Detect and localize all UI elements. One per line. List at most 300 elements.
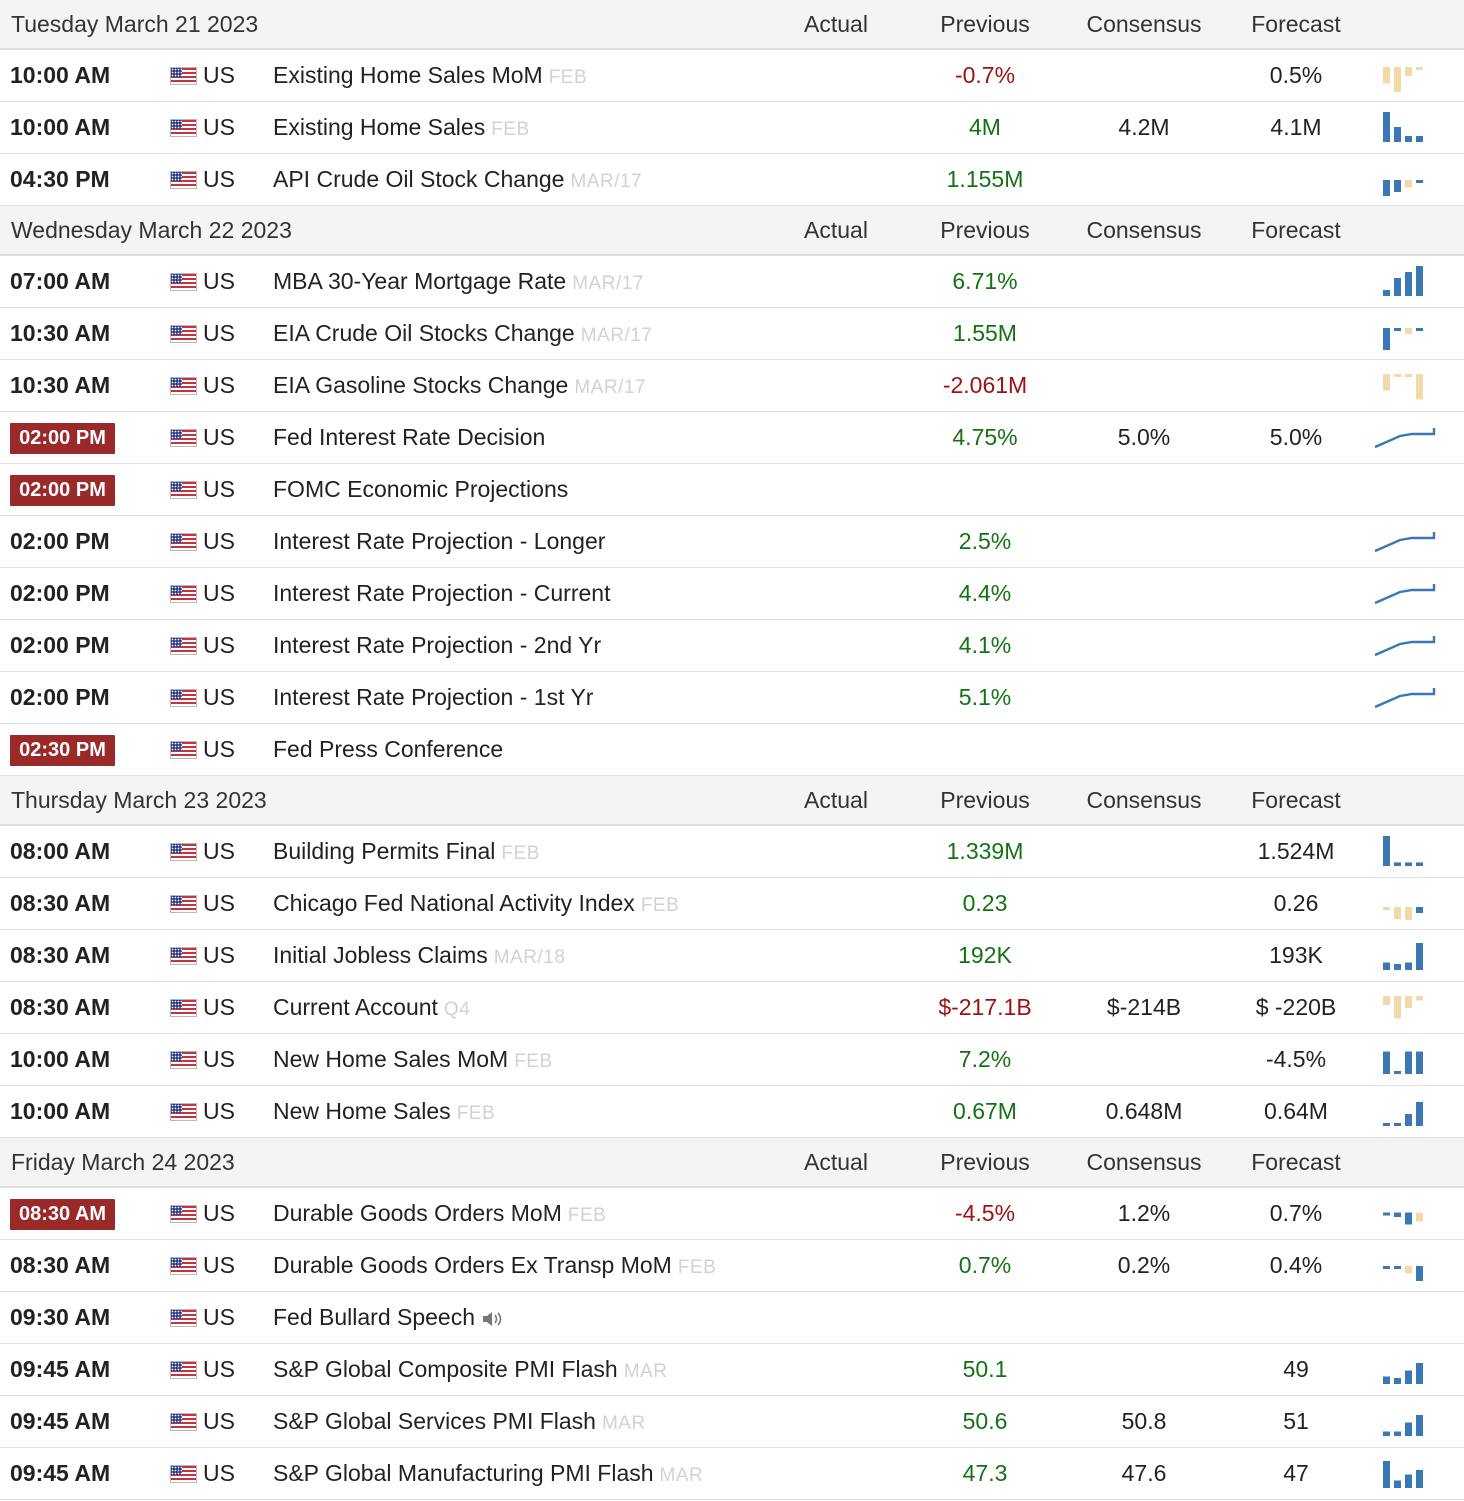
event-name-cell[interactable] [273, 1034, 553, 1087]
previous-value: 4.1% [958, 632, 1012, 658]
sparkline-bar [1383, 1432, 1390, 1437]
event-reference-period: FEB [514, 1051, 553, 1072]
us-flag-icon [170, 637, 197, 655]
us-flag-icon [170, 273, 197, 291]
column-header-consensus[interactable]: Consensus [1086, 217, 1202, 243]
event-row[interactable] [0, 1086, 1464, 1138]
sparkline-bar [1405, 907, 1412, 920]
event-row[interactable] [0, 724, 1464, 776]
forecast-value: 5.0% [1269, 424, 1323, 450]
event-name-link[interactable]: Existing Home Sales MoM [273, 62, 543, 88]
us-flag-icon [170, 1413, 197, 1431]
previous-value: 50.1 [962, 1356, 1008, 1382]
event-reference-period: Q4 [443, 999, 471, 1020]
us-flag-icon [170, 999, 197, 1017]
sparkline-bar [1394, 1071, 1401, 1074]
sparkline-chart[interactable] [1372, 576, 1438, 610]
event-row[interactable] [0, 982, 1464, 1034]
sparkline-bar [1405, 1475, 1412, 1489]
event-country: US [203, 838, 235, 864]
sparkline-bar [1405, 272, 1412, 296]
us-flag-icon [170, 377, 197, 395]
forecast-value: 47 [1283, 1460, 1309, 1486]
forecast-value: 0.26 [1273, 890, 1319, 916]
event-country: US [203, 528, 235, 554]
event-reference-period: FEB [677, 1257, 717, 1278]
event-row[interactable] [0, 930, 1464, 982]
event-reference-period: FEB [456, 1103, 496, 1124]
event-name-link[interactable]: Durable Goods Orders Ex Transp MoM [273, 1252, 672, 1278]
event-row[interactable] [0, 102, 1464, 154]
event-name-link[interactable]: Chicago Fed National Activity Index [273, 890, 635, 916]
event-row[interactable] [0, 1034, 1464, 1086]
previous-value: 5.1% [958, 684, 1012, 710]
previous-value: 0.23 [962, 890, 1008, 916]
column-header-actual[interactable]: Actual [804, 11, 868, 37]
sparkline-bar [1405, 996, 1412, 1008]
sparkline-chart[interactable] [1372, 1042, 1438, 1076]
event-country: US [203, 1046, 235, 1072]
sparkline-bar [1383, 1213, 1390, 1216]
sparkline-chart[interactable] [1372, 58, 1438, 92]
event-country: US [203, 476, 235, 502]
event-time: 09:45 AM [10, 1356, 111, 1382]
sparkline-chart[interactable] [1372, 628, 1438, 662]
column-header-previous[interactable]: Previous [940, 787, 1030, 813]
column-header-actual[interactable]: Actual [804, 787, 868, 813]
sparkline-bar [1383, 180, 1390, 196]
us-flag-icon [170, 1205, 197, 1223]
column-header-forecast[interactable]: Forecast [1251, 11, 1341, 37]
sparkline-chart[interactable] [1372, 420, 1438, 454]
sparkline-bar [1416, 180, 1423, 183]
consensus-value: 47.6 [1121, 1460, 1167, 1486]
event-name-cell[interactable] [273, 878, 679, 931]
day-header [0, 1138, 1464, 1188]
event-country: US [203, 942, 235, 968]
column-header-previous[interactable]: Previous [940, 1149, 1030, 1175]
event-name-cell[interactable] [273, 1188, 606, 1241]
event-name-cell[interactable] [273, 1448, 703, 1501]
sparkline-chart[interactable] [1372, 524, 1438, 558]
event-country: US [203, 320, 235, 346]
us-flag-icon [170, 325, 197, 343]
column-header-consensus[interactable]: Consensus [1086, 1149, 1202, 1175]
day-header [0, 0, 1464, 50]
us-flag-icon [170, 741, 197, 759]
us-flag-icon [170, 895, 197, 913]
previous-value: 1.155M [946, 166, 1024, 192]
sparkline-bar [1405, 67, 1412, 76]
sparkline-bar [1405, 374, 1412, 377]
us-flag-icon [170, 843, 197, 861]
consensus-value: 0.2% [1117, 1252, 1171, 1278]
event-name-cell[interactable] [273, 464, 568, 515]
event-country: US [203, 166, 235, 192]
sparkline-bar [1416, 328, 1423, 331]
column-header-forecast[interactable]: Forecast [1251, 787, 1341, 813]
sparkline-bar [1416, 1363, 1423, 1384]
column-header-actual[interactable]: Actual [804, 1149, 868, 1175]
us-flag-icon [170, 119, 197, 137]
sparkline-bar [1394, 1213, 1401, 1218]
event-name-link[interactable]: Current Account [273, 994, 438, 1020]
event-name-cell[interactable] [273, 724, 503, 775]
event-reference-period: MAR [659, 1465, 704, 1486]
event-name-link[interactable]: New Home Sales MoM [273, 1046, 509, 1072]
event-country: US [203, 268, 235, 294]
sparkline-bar [1405, 136, 1412, 142]
sparkline-bar [1383, 67, 1390, 84]
sparkline-bar [1416, 266, 1423, 296]
previous-value: 4.4% [958, 580, 1012, 606]
event-name-cell[interactable] [273, 930, 565, 983]
event-country: US [203, 684, 235, 710]
sparkline-bar [1405, 963, 1412, 971]
us-flag-icon [170, 1257, 197, 1275]
sparkline-trend [1375, 688, 1434, 707]
event-row[interactable] [0, 1240, 1464, 1292]
event-name-link[interactable]: API Crude Oil Stock Change [273, 166, 565, 192]
sparkline-bar [1394, 127, 1401, 142]
event-row[interactable] [0, 1396, 1464, 1448]
forecast-value: 0.7% [1269, 1200, 1323, 1226]
previous-value: 4M [969, 114, 1001, 140]
forecast-value: 0.4% [1269, 1252, 1323, 1278]
sparkline-bar [1416, 1415, 1423, 1436]
sparkline-bar [1383, 836, 1390, 866]
event-name-cell[interactable] [273, 1086, 495, 1139]
event-time: 08:30 AM [10, 1252, 111, 1278]
event-name-cell[interactable] [273, 308, 652, 361]
event-time: 09:45 AM [10, 1460, 111, 1486]
event-country: US [203, 424, 235, 450]
sparkline-chart[interactable] [1372, 886, 1438, 920]
sparkline-bar [1416, 1102, 1423, 1126]
day-date: Friday March 24 2023 [11, 1149, 235, 1175]
previous-value: 47.3 [962, 1460, 1008, 1486]
event-country: US [203, 1200, 235, 1226]
event-name-link[interactable]: EIA Gasoline Stocks Change [273, 372, 569, 398]
previous-value: 192K [958, 942, 1012, 968]
event-time: 08:30 AM [10, 994, 111, 1020]
event-name-link[interactable]: FOMC Economic Projections [273, 476, 569, 502]
sparkline-bar [1383, 112, 1390, 142]
sparkline-bar [1405, 1213, 1412, 1225]
sparkline-bar [1416, 67, 1423, 70]
event-name-cell[interactable] [273, 50, 587, 103]
event-country: US [203, 994, 235, 1020]
column-header-actual[interactable]: Actual [804, 217, 868, 243]
event-name-link[interactable]: Interest Rate Projection - 1st Yr [273, 684, 594, 710]
column-header-consensus[interactable]: Consensus [1086, 11, 1202, 37]
event-name-cell[interactable] [273, 620, 601, 671]
sparkline-chart[interactable] [1372, 1404, 1438, 1438]
sparkline-bar [1416, 943, 1423, 970]
event-reference-period: MAR/17 [570, 171, 643, 192]
event-row[interactable] [0, 672, 1464, 724]
column-header-forecast[interactable]: Forecast [1251, 1149, 1341, 1175]
day-header [0, 206, 1464, 256]
sparkline-bar [1383, 1377, 1390, 1385]
sparkline-bar [1405, 1052, 1412, 1075]
event-time: 10:30 AM [10, 372, 111, 398]
us-flag-icon [170, 1309, 197, 1327]
event-row[interactable] [0, 464, 1464, 516]
event-name-cell[interactable] [273, 568, 610, 619]
sparkline-bar [1416, 907, 1423, 913]
column-header-consensus[interactable]: Consensus [1086, 787, 1202, 813]
speaker-icon[interactable] [481, 1310, 503, 1328]
event-time: 10:00 AM [10, 114, 111, 140]
event-time-highlight: 02:30 PM [10, 735, 115, 766]
event-row[interactable] [0, 1292, 1464, 1344]
event-name-cell[interactable] [273, 982, 470, 1035]
event-time: 07:00 AM [10, 268, 111, 294]
sparkline-bar [1405, 862, 1412, 866]
event-row[interactable] [0, 360, 1464, 412]
sparkline-trend [1375, 532, 1434, 551]
sparkline-bar [1394, 862, 1401, 866]
sparkline-chart[interactable] [1372, 680, 1438, 714]
event-name-link[interactable]: Building Permits Final [273, 838, 496, 864]
event-row[interactable] [0, 1188, 1464, 1240]
column-header-previous[interactable]: Previous [940, 217, 1030, 243]
event-row[interactable] [0, 516, 1464, 568]
event-name-cell[interactable] [273, 826, 540, 879]
forecast-value: 0.5% [1269, 62, 1323, 88]
event-row[interactable] [0, 256, 1464, 308]
previous-value: 2.5% [958, 528, 1012, 554]
sparkline-bar [1416, 1266, 1423, 1281]
event-name-cell[interactable] [273, 154, 642, 207]
previous-value: 7.2% [958, 1046, 1012, 1072]
sparkline-trend [1375, 584, 1434, 603]
event-name-link[interactable]: Fed Bullard Speech [273, 1304, 476, 1330]
sparkline-chart[interactable] [1372, 990, 1438, 1024]
forecast-value: 4.1M [1270, 114, 1322, 140]
event-name-link[interactable]: Initial Jobless Claims [273, 942, 488, 968]
event-time: 02:00 PM [10, 684, 110, 710]
consensus-value: 0.648M [1105, 1098, 1183, 1124]
sparkline-bar [1405, 180, 1412, 188]
event-time: 08:00 AM [10, 838, 111, 864]
event-name-link[interactable]: Fed Interest Rate Decision [273, 424, 546, 450]
sparkline-bar [1394, 328, 1401, 331]
event-name-link[interactable]: Existing Home Sales [273, 114, 486, 140]
event-time: 10:00 AM [10, 1098, 111, 1124]
sparkline-bar [1394, 278, 1401, 296]
event-reference-period: FEB [567, 1205, 607, 1226]
event-name-cell[interactable] [273, 672, 593, 723]
forecast-value: $ -220B [1255, 994, 1337, 1020]
sparkline-chart[interactable] [1372, 1456, 1438, 1490]
sparkline-bar [1383, 1461, 1390, 1488]
event-row[interactable] [0, 154, 1464, 206]
column-header-previous[interactable]: Previous [940, 11, 1030, 37]
event-row[interactable] [0, 1448, 1464, 1500]
forecast-value: 49 [1283, 1356, 1309, 1382]
sparkline-bar [1394, 964, 1401, 970]
event-country: US [203, 114, 235, 140]
sparkline-chart[interactable] [1372, 1248, 1438, 1282]
column-header-forecast[interactable]: Forecast [1251, 217, 1341, 243]
event-time: 02:00 PM [10, 528, 110, 554]
sparkline-bar [1394, 1266, 1401, 1269]
event-name-cell[interactable] [273, 360, 646, 413]
sparkline-chart[interactable] [1372, 368, 1438, 402]
sparkline-bar [1394, 1123, 1401, 1126]
event-name-link[interactable]: MBA 30-Year Mortgage Rate [273, 268, 567, 294]
event-name-link[interactable]: Interest Rate Projection - Current [273, 580, 611, 606]
event-country: US [203, 1098, 235, 1124]
day-header [0, 776, 1464, 826]
event-row[interactable] [0, 620, 1464, 672]
sparkline-bar [1383, 290, 1390, 296]
sparkline-chart[interactable] [1372, 264, 1438, 298]
event-reference-period: FEB [491, 119, 530, 140]
forecast-value: 1.524M [1257, 838, 1335, 864]
sparkline-bar [1394, 374, 1401, 377]
event-reference-period: MAR [623, 1361, 668, 1382]
sparkline-bar [1416, 136, 1423, 142]
event-name-cell[interactable] [273, 102, 530, 155]
us-flag-icon [170, 1465, 197, 1483]
event-time: 02:00 PM [10, 580, 110, 606]
event-name-link[interactable]: S&P Global Services PMI Flash [273, 1408, 596, 1434]
us-flag-icon [170, 67, 197, 85]
event-country: US [203, 1356, 235, 1382]
event-name-cell[interactable] [273, 256, 644, 309]
previous-value: 4.75% [952, 424, 1018, 450]
event-name-link[interactable]: Durable Goods Orders MoM [273, 1200, 562, 1226]
us-flag-icon [170, 585, 197, 603]
event-name-cell[interactable] [273, 1292, 503, 1343]
sparkline-bar [1383, 1052, 1390, 1075]
sparkline-chart[interactable] [1372, 316, 1438, 350]
sparkline-chart[interactable] [1372, 1196, 1438, 1230]
sparkline-bar [1383, 374, 1390, 391]
sparkline-bar [1416, 1052, 1423, 1075]
event-time: 10:00 AM [10, 1046, 111, 1072]
day-date: Wednesday March 22 2023 [11, 217, 292, 243]
sparkline-bar [1394, 1378, 1401, 1384]
event-time-highlight: 08:30 AM [10, 1199, 115, 1230]
sparkline-chart[interactable] [1372, 1352, 1438, 1386]
event-name-cell[interactable] [273, 412, 545, 463]
sparkline-chart[interactable] [1372, 110, 1438, 144]
sparkline-bar [1405, 1371, 1412, 1385]
sparkline-bar [1394, 907, 1401, 919]
event-time: 08:30 AM [10, 890, 111, 916]
consensus-value: $-214B [1106, 994, 1182, 1020]
event-country: US [203, 890, 235, 916]
us-flag-icon [170, 171, 197, 189]
us-flag-icon [170, 429, 197, 447]
event-name-link[interactable]: Interest Rate Projection - Longer [273, 528, 606, 554]
event-row[interactable] [0, 50, 1464, 102]
event-row[interactable] [0, 412, 1464, 464]
event-name-cell[interactable] [273, 1344, 667, 1397]
event-name-link[interactable]: EIA Crude Oil Stocks Change [273, 320, 575, 346]
event-time: 08:30 AM [10, 942, 111, 968]
event-name-link[interactable]: Fed Press Conference [273, 736, 504, 762]
event-time-highlight: 02:00 PM [10, 423, 115, 454]
previous-value: 50.6 [962, 1408, 1008, 1434]
event-time: 10:30 AM [10, 320, 111, 346]
event-row[interactable] [0, 308, 1464, 360]
event-time: 09:45 AM [10, 1408, 111, 1434]
event-country: US [203, 1460, 235, 1486]
event-row[interactable] [0, 826, 1464, 878]
us-flag-icon [170, 481, 197, 499]
us-flag-icon [170, 689, 197, 707]
sparkline-chart[interactable] [1372, 938, 1438, 972]
sparkline-bar [1394, 1481, 1401, 1489]
event-time-highlight: 02:00 PM [10, 475, 115, 506]
forecast-value: 193K [1269, 942, 1323, 968]
event-time: 02:00 PM [10, 632, 110, 658]
event-country: US [203, 1252, 235, 1278]
sparkline-bar [1416, 374, 1423, 400]
sparkline-bar [1416, 862, 1423, 866]
event-name-cell[interactable] [273, 516, 605, 567]
event-country: US [203, 62, 235, 88]
us-flag-icon [170, 947, 197, 965]
event-name-link[interactable]: Interest Rate Projection - 2nd Yr [273, 632, 602, 658]
consensus-value: 5.0% [1117, 424, 1171, 450]
sparkline-trend [1375, 636, 1434, 655]
event-time: 10:00 AM [10, 62, 111, 88]
forecast-value: 51 [1283, 1408, 1309, 1434]
event-name-cell[interactable] [273, 1240, 716, 1293]
sparkline-bar [1405, 1423, 1412, 1437]
event-country: US [203, 372, 235, 398]
sparkline-trend [1375, 428, 1434, 447]
day-date: Thursday March 23 2023 [11, 787, 267, 813]
previous-value: 1.55M [953, 320, 1017, 346]
event-reference-period: FEB [548, 67, 588, 88]
sparkline-chart[interactable] [1372, 1094, 1438, 1128]
event-reference-period: FEB [501, 843, 540, 864]
event-name-link[interactable]: S&P Global Manufacturing PMI Flash [273, 1460, 654, 1486]
sparkline-bar [1416, 1470, 1423, 1488]
consensus-value: 4.2M [1118, 114, 1170, 140]
sparkline-chart[interactable] [1372, 834, 1438, 868]
event-row[interactable] [0, 878, 1464, 930]
sparkline-bar [1394, 67, 1401, 92]
event-reference-period: MAR/17 [572, 273, 644, 294]
previous-value: 6.71% [952, 268, 1018, 294]
sparkline-bar [1394, 180, 1401, 192]
us-flag-icon [170, 1361, 197, 1379]
event-name-cell[interactable] [273, 1396, 646, 1449]
sparkline-chart[interactable] [1372, 162, 1438, 196]
event-name-link[interactable]: S&P Global Composite PMI Flash [273, 1356, 618, 1382]
event-reference-period: FEB [640, 895, 680, 916]
sparkline-bar [1394, 1432, 1401, 1437]
event-time: 09:30 AM [10, 1304, 111, 1330]
event-name-link[interactable]: New Home Sales [273, 1098, 451, 1124]
event-row[interactable] [0, 1344, 1464, 1396]
sparkline-bar [1383, 1266, 1390, 1269]
sparkline-bar [1383, 328, 1390, 350]
event-row[interactable] [0, 568, 1464, 620]
event-country: US [203, 736, 235, 762]
sparkline-bar [1405, 328, 1412, 334]
us-flag-icon [170, 533, 197, 551]
previous-value: 0.7% [958, 1252, 1012, 1278]
